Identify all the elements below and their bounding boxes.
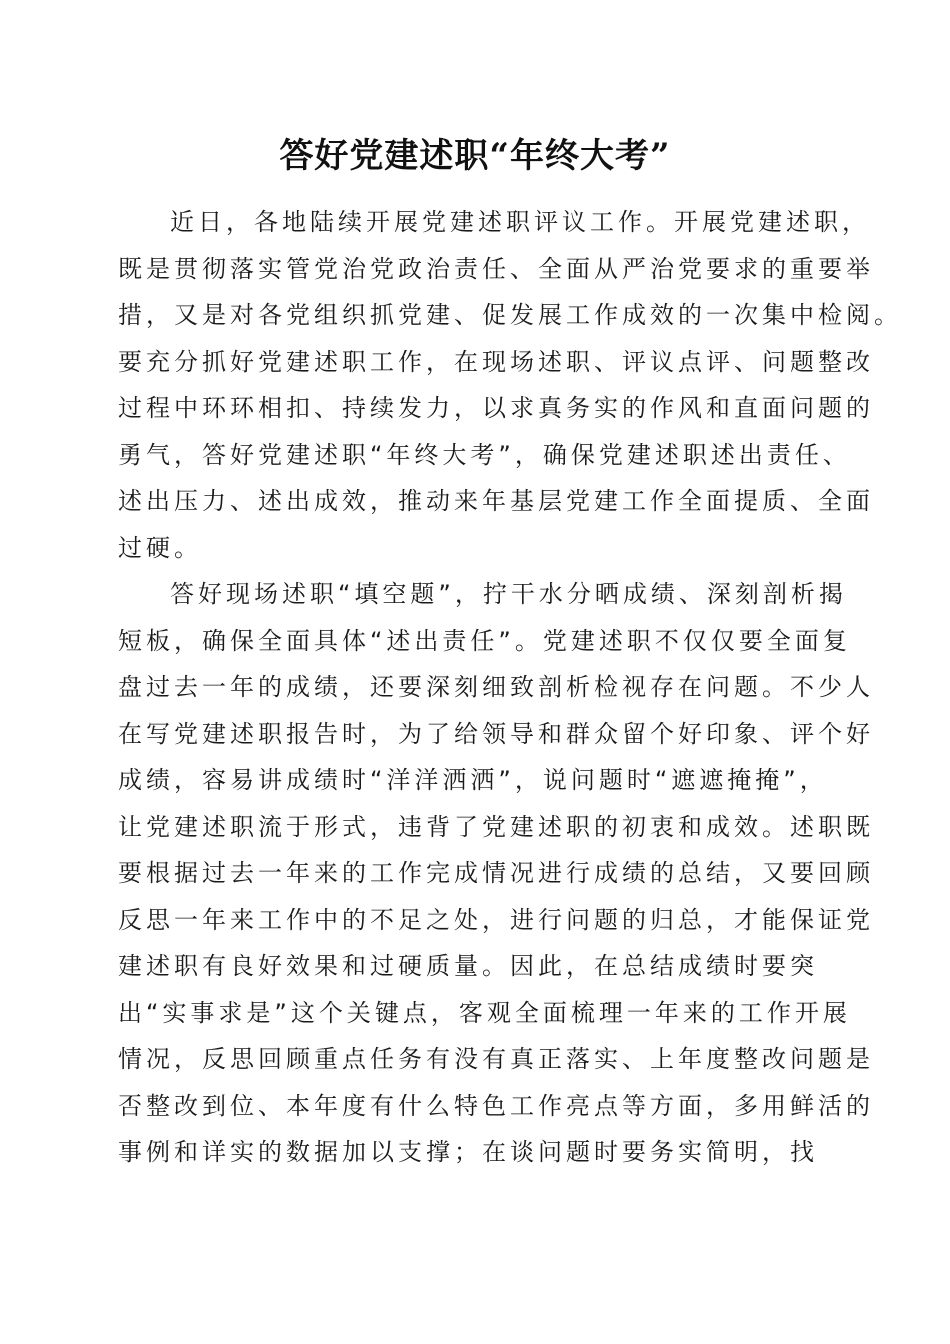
paragraph-line: 过硬。 bbox=[118, 533, 202, 562]
paragraph-line: 短板，确保全面具体“述出责任”。党建述职不仅仅要全面复 bbox=[118, 626, 851, 655]
paragraph-line: 要根据过去一年来的工作完成情况进行成绩的总结，又要回顾 bbox=[118, 859, 874, 887]
paragraph-line: 否整改到位、本年度有什么特色工作亮点等方面，多用鲜活的 bbox=[118, 1091, 874, 1120]
document-body bbox=[118, 199, 902, 1176]
paragraph-line: 情况，反思回顾重点任务有没有真正落实、上年度整改问题是 bbox=[118, 1045, 874, 1073]
paragraph-line: 既是贯彻落实管党治党政治责任、全面从严治党要求的重要举 bbox=[118, 254, 874, 283]
paragraph-line: 措，又是对各党组织抓党建、促发展工作成效的一次集中检阅。 bbox=[118, 301, 902, 329]
paragraph-line: 在写党建述职报告时，为了给领导和群众留个好印象、评个好 bbox=[118, 719, 874, 748]
paragraph-line: 成绩，容易讲成绩时“洋洋洒洒”，说问题时“遮遮掩掩”， bbox=[118, 766, 828, 794]
paragraph-2 bbox=[118, 571, 874, 1176]
paragraph-line: 出“实事求是”这个关键点，客观全面梳理一年来的工作开展 bbox=[118, 998, 851, 1027]
paragraph-line: 盘过去一年的成绩，还要深刻细致剖析检视存在问题。不少人 bbox=[118, 673, 874, 701]
paragraph-line: 让党建述职流于形式，违背了党建述职的初衷和成效。述职既 bbox=[118, 812, 874, 841]
paragraph-line: 勇气，答好党建述职“年终大考”，确保党建述职述出责任、 bbox=[118, 440, 851, 469]
paragraph-line: 近日，各地陆续开展党建述职评议工作。开展党建述职， bbox=[170, 208, 870, 236]
paragraph-line: 事例和详实的数据加以支撑；在谈问题时要务实简明，找 bbox=[118, 1138, 818, 1166]
paragraph-line: 反思一年来工作中的不足之处，进行问题的归总，才能保证党 bbox=[118, 905, 874, 934]
paragraph-line: 建述职有良好效果和过硬质量。因此，在总结成绩时要突 bbox=[118, 952, 818, 980]
paragraph-line: 述出压力、述出成效，推动来年基层党建工作全面提质、全面 bbox=[118, 487, 874, 515]
paragraph-1 bbox=[118, 199, 902, 571]
paragraph-line: 过程中环环相扣、持续发力，以求真务实的作风和直面问题的 bbox=[118, 394, 874, 422]
paragraph-line: 答好现场述职“填空题”，拧干水分晒成绩、深刻剖析揭 bbox=[170, 580, 847, 608]
paragraph-line: 要充分抓好党建述职工作，在现场述职、评议点评、问题整改 bbox=[118, 347, 874, 376]
document-title: 答好党建述职“年终大考” bbox=[279, 136, 671, 176]
